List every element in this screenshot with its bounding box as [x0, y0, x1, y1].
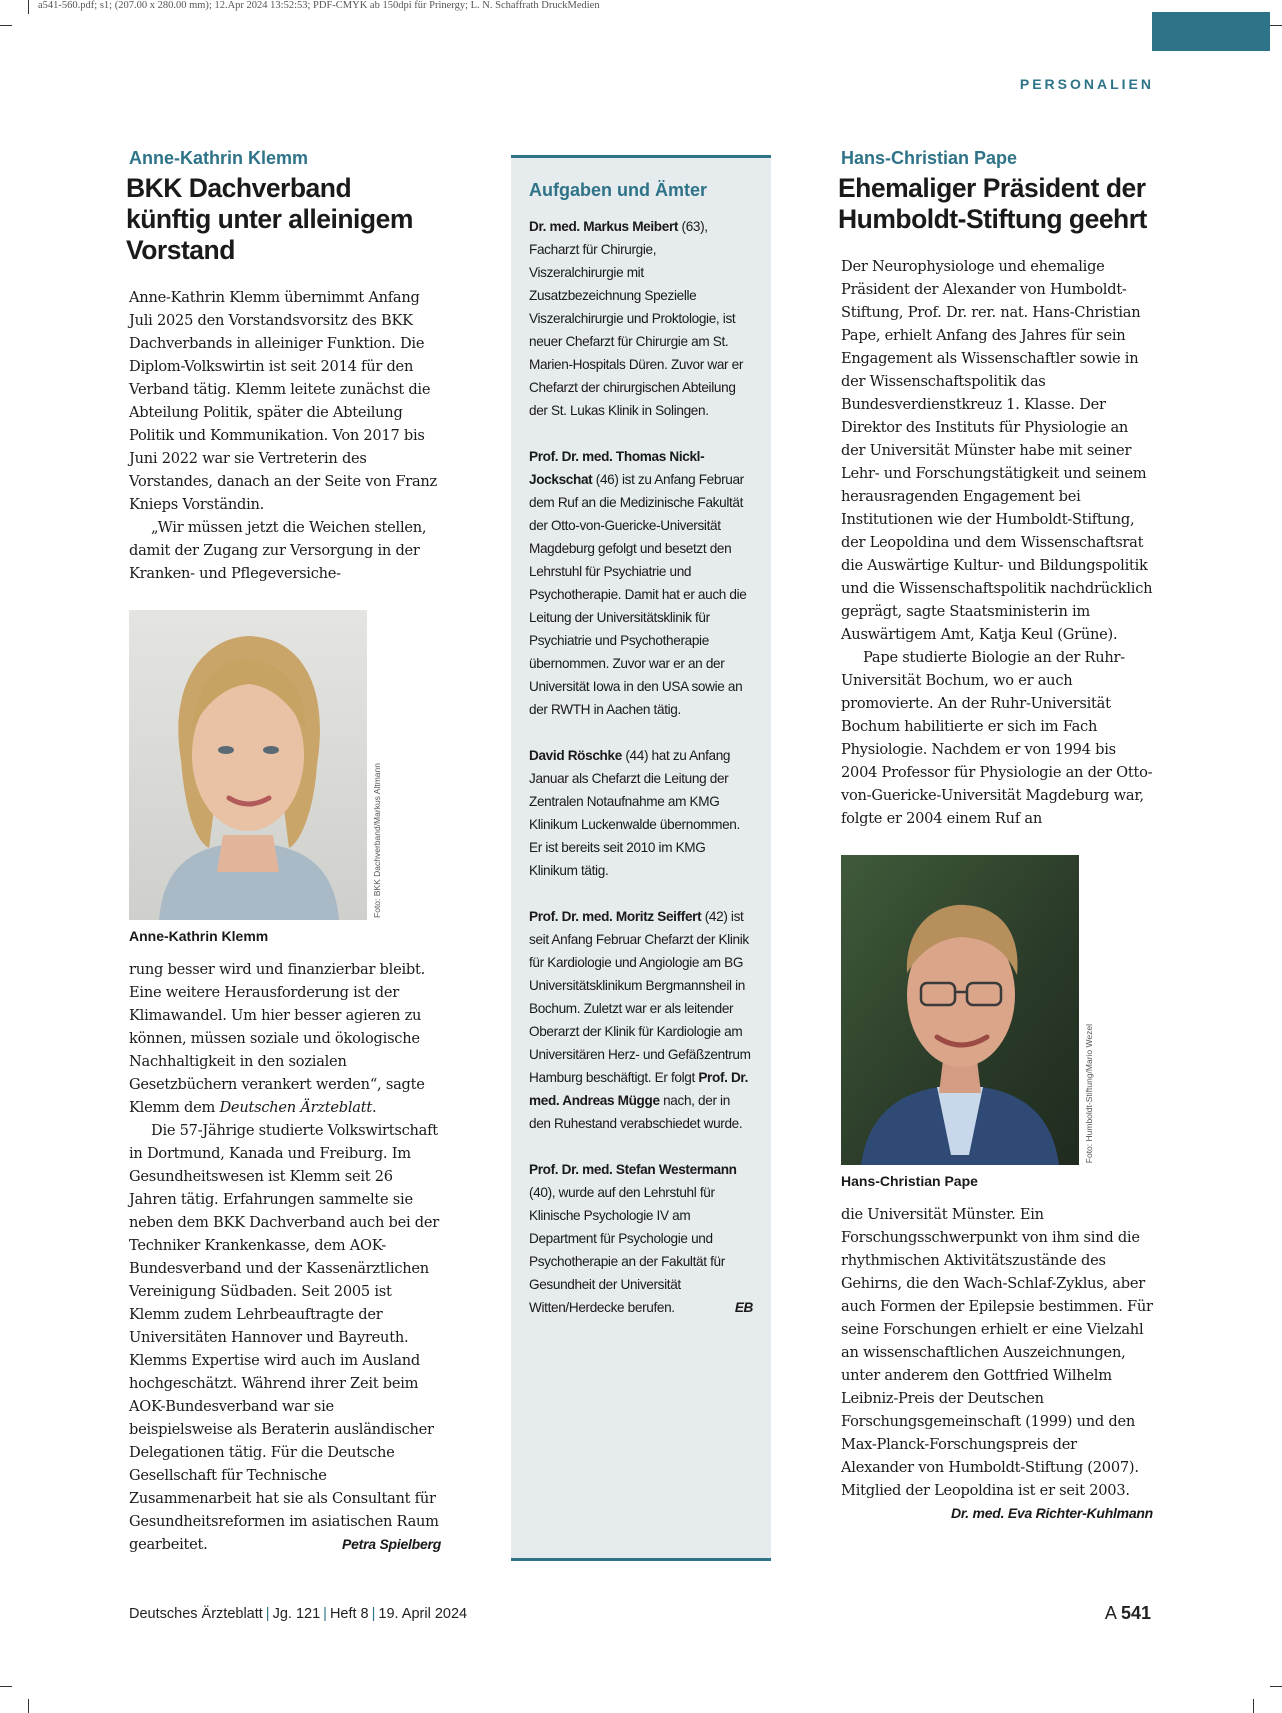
page-prefix: A: [1104, 1603, 1116, 1623]
article-headline: BKK Dachverband künftig unter alleinigem Vorstand: [126, 173, 413, 265]
portrait-klemm: [129, 610, 367, 920]
journal-issue: Heft 8: [329, 1606, 369, 1622]
sidebar-entry: [529, 1158, 753, 1319]
article-paragraph: „Wir müssen jetzt die Weichen stellen, damit der Zugang zur Versorgung in der Kranken- und Pflegeversiche-: [129, 519, 427, 582]
footer-separator: |: [371, 1606, 376, 1622]
article-pape: [838, 148, 1153, 1525]
article-paragraph: [841, 1203, 1153, 1521]
portrait-pape: [841, 855, 1079, 1165]
sidebar-entry: [529, 215, 753, 422]
photo-credit: Foto: Humboldt-Stiftung/Mario Wezel: [1084, 1023, 1094, 1163]
paragraph-text: die Universität Münster. Ein Forschungsschwerpunkt von ihm sind die rhythmischen Aktivitätszustände des Gehirns, die den Wach-Schlaf-Zyklus, aber auch Formen der Epilepsie bestimmen. Für seine Forschungen erhielt er eine Vielzahl an wissenschaftlichen Auszeichnungen, unter anderem den Gottfried Wilhelm Leibniz-Preis der Deutschen Forschungsgemeinschaft (1999) und den Max-Planck-Forschungspreis der Alexander von Humboldt-Stiftung (2007). Mitglied der Leopoldina ist er seit 2003.: [841, 1206, 1153, 1499]
person-name: Prof. Dr. med. Thomas Nickl-Jockschat: [529, 449, 705, 487]
crop-mark: [28, 1699, 29, 1713]
article-paragraph: Der Neurophysiologe und ehemalige Präsident der Alexander von Humboldt-Stiftung, Prof. Dr. rer. nat. Hans-Christian Pape, erhielt Anfang des Jahres für sein Engagement als Wissenschaftler sowie in der Wissenschaftspolitik das Bundesverdienstkreuz 1. Klasse. Der Direktor des Instituts für Physiologie an der Universität Münster habe mit seiner Lehr- und Forschungstätigkeit und seinem herausragenden Engagement bei Institutionen wie der Humboldt-Stiftung, der Leopoldina und dem Wissenschaftsrat die Auswärtige Kultur- und Bildungspolitik und die Wissenschaftspolitik nachdrücklich geprägt, sagte Staatsministerin im Auswärtigem Amt, Katja Keul (Grüne).: [841, 258, 1153, 643]
page-number-value: 541: [1120, 1603, 1151, 1623]
footer-separator: |: [323, 1606, 327, 1622]
person-name: Prof. Dr. med. Andreas Mügge: [529, 1070, 749, 1108]
crop-mark: [0, 1686, 12, 1687]
crop-mark: [1270, 1686, 1282, 1687]
paragraph-text: Die 57-Jährige studierte Volkswirtschaft in Dortmund, Kanada und Freiburg. Im Gesundheitswesen ist Klemm seit 26 Jahren tätig. Erfahrungen sammelte sie neben dem BKK Dachverband auch bei der Techniker Krankenkasse, dem AOK-Bundesverband und der Kassenärztlichen Vereinigung Südbaden. Seit 2005 ist Klemm zudem Lehrbeauftragte der Universitäten Hannover und Bayreuth. Klemms Expertise wird auch im Ausland hochgeschätzt. Während ihrer Zeit beim AOK-Bundesverband war sie beispielsweise als Beraterin ausländischer Delegationen tätig. Für die Deutsche Gesellschaft für Technische Zusammenarbeit hat sie als Consultant für Gesundheitsreformen im asiatischen Raum gearbeitet.: [129, 1122, 439, 1553]
entry-text: nach, der in den Ruhestand verabschiedet wurde.: [529, 1093, 743, 1131]
sidebar-title: Aufgaben und Ämter: [529, 180, 707, 200]
sidebar-signature: EB: [734, 1300, 753, 1315]
crop-mark: [1270, 25, 1282, 26]
journal-date: 19. April 2024: [378, 1606, 468, 1622]
photo-caption: Anne-Kathrin Klemm: [129, 928, 269, 944]
person-name: Prof. Dr. med. Moritz Seiffert: [529, 909, 702, 924]
entry-text: (40), wurde auf den Lehrstuhl für Klinische Psychologie IV am Department für Psychologie und Psychotherapie an der Fakultät für Gesundheit der Universität Witten/Herdecke berufen.: [529, 1185, 725, 1315]
article-kicker: Anne-Kathrin Klemm: [129, 148, 309, 168]
crop-mark: [0, 25, 12, 26]
sidebar-aufgaben: [511, 155, 771, 1561]
photo-credit: Foto: BKK Dachverband/Markus Altmann: [372, 763, 382, 918]
section-label: PERSONALIEN: [1019, 76, 1154, 92]
entry-text: (63), Facharzt für Chirurgie, Viszeralchirurgie mit Zusatzbezeichnung Spezielle Viszeralchirurgie und Proktologie, ist neuer Chefarzt für Chirurgie am St. Marien-Hospitals Düren. Zuvor war er Chefarzt der chirurgischen Abteilung der St. Lukas Klinik in Solingen.: [529, 219, 744, 418]
page-number: [1105, 1603, 1151, 1624]
entry-text: (44) hat zu Anfang Januar als Chefarzt die Leitung der Zentralen Notaufnahme am KMG Klinikum Luckenwalde übernommen. Er ist bereits seit 2010 im KMG Klinikum tätig.: [529, 748, 740, 878]
photo-caption: Hans-Christian Pape: [841, 1173, 978, 1189]
paragraph-text: .: [371, 1099, 377, 1116]
article-paragraph: Anne-Kathrin Klemm übernimmt Anfang Juli 2025 den Vorstandsvorsitz des BKK Dachverbands in alleiniger Funktion. Die Diplom-Volkswirtin ist seit 2014 für den Verband tätig. Klemm leitete zunächst die Abteilung Politik, später die Abteilung Politik und Kommunikation. Von 2017 bis Juni 2022 war sie Vertreterin des Vorstandes, danach an der Seite von Franz Knieps Vorständin.: [129, 289, 437, 513]
journal-name: Deutsches Ärzteblatt: [129, 1606, 263, 1622]
article-paragraph: [129, 1119, 441, 1556]
article-kicker: Hans-Christian Pape: [841, 148, 1018, 168]
portrait-pape-figure: [841, 855, 1094, 1165]
color-tab: [1152, 12, 1270, 51]
publication-name: Deutschen Ärzteblatt: [219, 1099, 372, 1116]
crop-mark: [1253, 1699, 1254, 1713]
entry-text: (46) ist zu Anfang Februar dem Ruf an die Medizinische Fakultät der Otto-von-Guericke-Universität Magdeburg gefolgt und besetzt den Lehrstuhl für Psychiatrie und Psychotherapie. Damit hat er auch die Leitung der Universitätsklinik für Psychiatrie und Psychotherapie übernommen. Zuvor war er an der Universität Iowa in den USA sowie an der RWTH in Aachen tätig.: [529, 472, 747, 717]
article-klemm: [126, 148, 441, 1556]
paragraph-text: rung besser wird und finanzierbar bleibt. Eine weitere Herausforderung ist der Klimawandel. Um hier besser agieren zu können, müssen soziale und ökologische Nachhaltigkeit in den sozialen Gesetzbüchern verankert werden“, sagte Klemm dem: [129, 961, 425, 1116]
sidebar-entry: [529, 445, 753, 721]
journal-volume: Jg. 121: [272, 1606, 321, 1622]
sidebar-entry: [529, 905, 753, 1135]
article-paragraph: [129, 958, 441, 1119]
person-name: David Röschke: [529, 748, 622, 763]
author-byline: Petra Spielberg: [342, 1536, 441, 1552]
portrait-klemm-figure: [129, 610, 382, 920]
person-name: Prof. Dr. med. Stefan Westermann: [529, 1162, 737, 1177]
article-headline: Ehemaliger Präsident der Humboldt-Stiftung geehrt: [838, 173, 1147, 234]
author-byline: Dr. med. Eva Richter-Kuhlmann: [950, 1505, 1153, 1521]
entry-text: (42) ist seit Anfang Februar Chefarzt der Klinik für Kardiologie und Angiologie am BG Universitätsklinikum Bergmannsheil in Bochum. Zuletzt war er als leitender Oberarzt der Klinik für Kardiologie am Universitären Herz- und Gefäßzentrum Hamburg beschäftigt. Er folgt: [529, 909, 751, 1085]
sidebar-entry: [529, 744, 753, 882]
crop-mark: [28, 0, 29, 14]
footer-citation: [129, 1606, 467, 1622]
person-name: Dr. med. Markus Meibert: [529, 219, 679, 234]
article-paragraph: Pape studierte Biologie an der Ruhr-Universität Bochum, wo er auch promovierte. An der Ruhr-Universität Bochum habilitierte er sich im Fach Physiologie. Nachdem er von 1994 bis 2004 Professor für Physiologie an der Otto-von-Guericke-Universität Magdeburg war, folgte er 2004 einem Ruf an: [841, 649, 1153, 827]
print-metadata: a541-560.pdf; s1; (207.00 x 280.00 mm); 12.Apr 2024 13:52:53; PDF-CMYK ab 150dpi für Prinergy; L. N. Schaffrath DruckMedien: [38, 0, 600, 11]
footer-separator: |: [265, 1606, 270, 1622]
